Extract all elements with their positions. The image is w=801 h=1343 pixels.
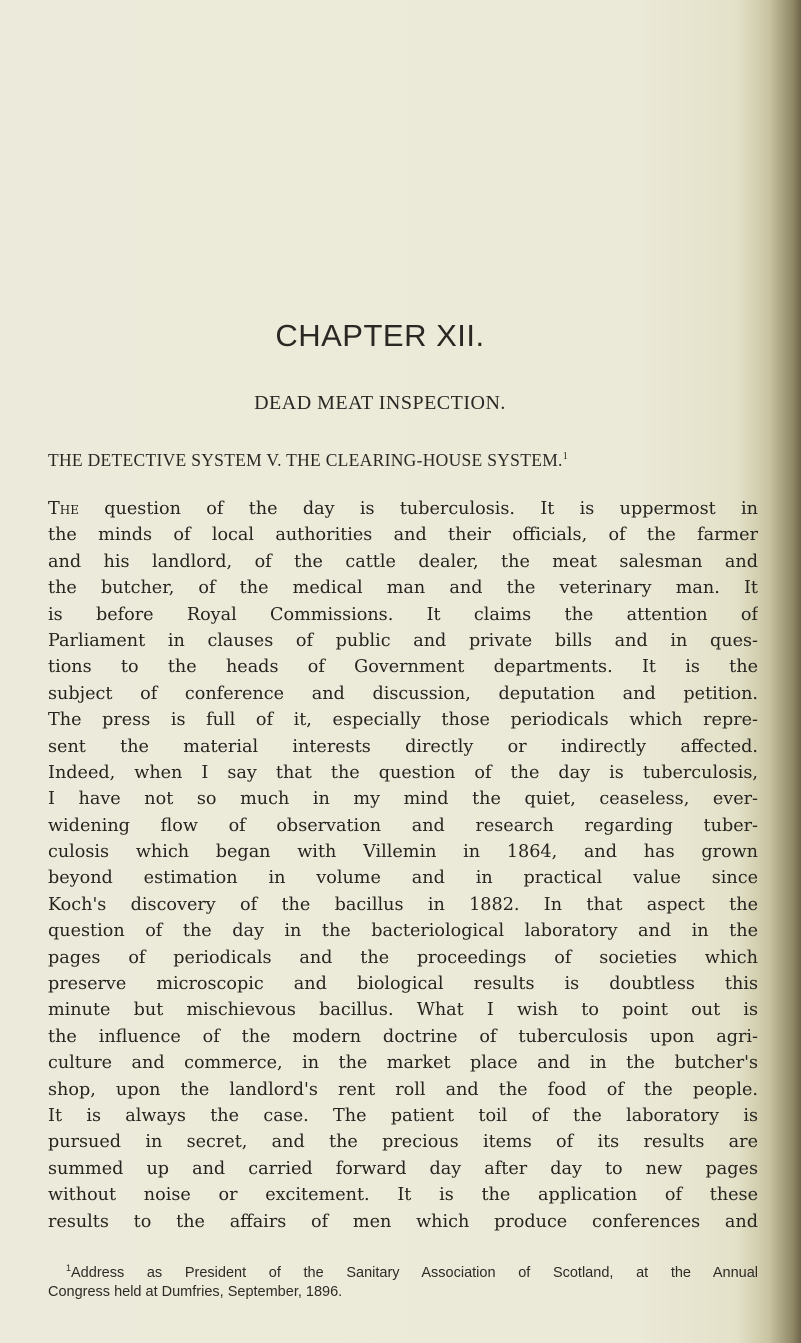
body-line: the minds of local authorities and their officials, of the farmer <box>48 525 758 546</box>
body-line: results to the affairs of men which produce conferences and <box>48 1211 758 1232</box>
footnote-line: $^1$Address as President of the Sanitary Association of Scotland, at the Annual <box>66 1263 758 1281</box>
body-line: tions to the heads of Government departments. It is the <box>48 657 758 678</box>
body-text <box>48 496 758 1235</box>
body-line: is before Royal Commissions. It claims the attention of <box>48 604 758 625</box>
body-line: beyond estimation in volume and in practical value since <box>48 868 758 889</box>
chapter-heading: CHAPTER XII. <box>275 318 485 353</box>
chapter-title: DEAD MEAT INSPECTION. <box>254 392 506 414</box>
footnote-mark: 1 <box>66 1263 72 1273</box>
body-line: culosis which began with Villemin in 1864, and has grown <box>48 842 758 863</box>
drop-word: The <box>48 499 79 519</box>
body-line: preserve microscopic and biological results is doubtless this <box>48 974 758 995</box>
body-line: culture and commerce, in the market place and in the butcher's <box>48 1053 758 1074</box>
body-line: the butcher, of the medical man and the veterinary man. It <box>48 578 758 599</box>
body-line: widening flow of observation and research regarding tuber- <box>48 815 758 836</box>
body-line: subject of conference and discussion, deputation and petition. <box>48 683 758 704</box>
body-line: shop, upon the landlord's rent roll and the food of the people. <box>48 1079 758 1100</box>
body-line: It is always the case. The patient toil of the laboratory is <box>48 1105 758 1126</box>
subtitle-text: THE DETECTIVE SYSTEM V. THE CLEARING-HOUSE SYSTEM. <box>48 450 563 470</box>
body-line: Parliament in clauses of public and private bills and in ques- <box>48 630 758 651</box>
body-line: Indeed, when I say that the question of the day is tuberculosis, <box>48 762 758 783</box>
body-line: sent the material interests directly or indirectly affected. <box>48 736 758 757</box>
body-line: The question of the day is tuberculosis. It is uppermost in <box>48 499 758 519</box>
body-line: I have not so much in my mind the quiet, ceaseless, ever- <box>48 789 758 810</box>
chapter-subtitle <box>48 450 768 471</box>
footnote-reference: 1 <box>562 451 569 463</box>
body-line: and his landlord, of the cattle dealer, the meat salesman and <box>48 551 758 572</box>
body-line: without noise or excitement. It is the application of these <box>48 1185 758 1206</box>
body-line: the influence of the modern doctrine of tuberculosis upon agri- <box>48 1026 758 1047</box>
body-line: pursued in secret, and the precious items of its results are <box>48 1132 758 1153</box>
body-line: Koch's discovery of the bacillus in 1882. In that aspect the <box>48 894 758 915</box>
body-line: question of the day in the bacteriological laboratory and in the <box>48 921 758 942</box>
body-line: minute but mischievous bacillus. What I wish to point out is <box>48 1000 758 1021</box>
body-line: pages of periodicals and the proceedings of societies which <box>48 947 758 968</box>
body-line: summed up and carried forward day after day to new pages <box>48 1158 758 1179</box>
body-line: The press is full of it, especially those periodicals which repre- <box>48 710 758 731</box>
footnote <box>48 1259 758 1302</box>
footnote-line: Congress held at Dumfries, September, 1896. <box>48 1283 343 1300</box>
